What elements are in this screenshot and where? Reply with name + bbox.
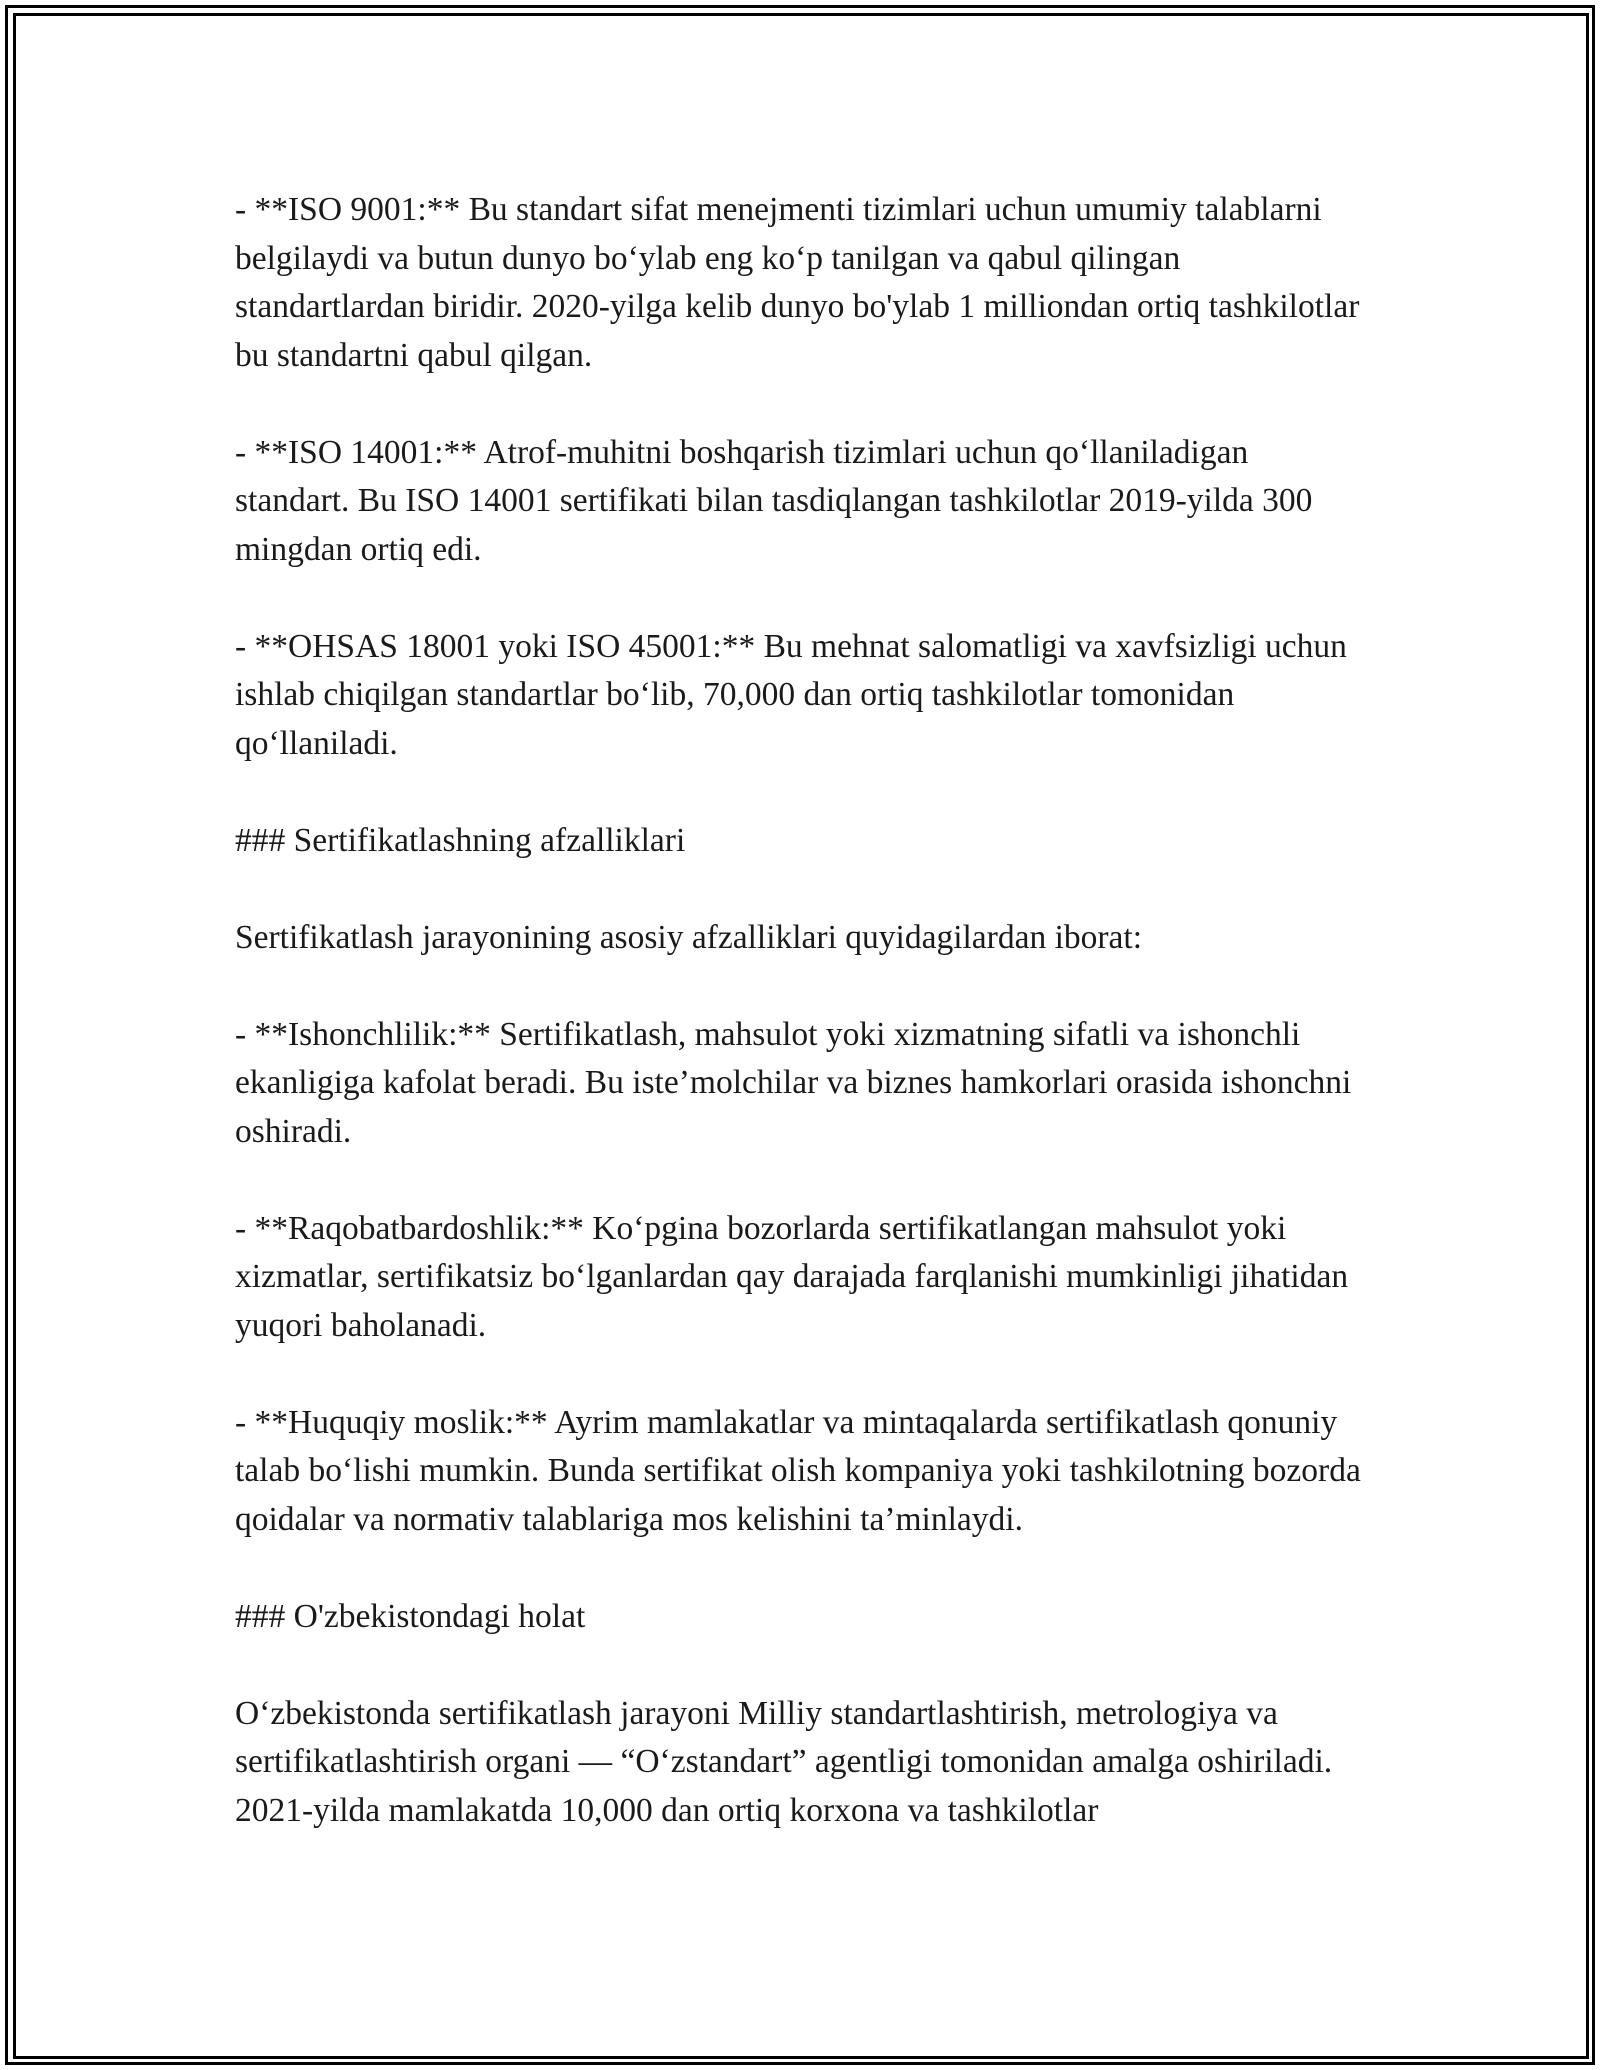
paragraph-iso-9001: - **ISO 9001:** Bu standart sifat menejmenti tizimlari uchun umumiy talablarni belgilaydi va butun dunyo bo‘ylab eng ko‘p tanilgan va qabul qilingan standartlardan biridir. 2020-yilga kelib dunyo bo'ylab 1 milliondan ortiq tashkilotlar bu standartni qabul qilgan. — [235, 191, 1360, 374]
heading-benefits: ### Sertifikatlashning afzalliklari — [235, 821, 686, 859]
paragraph-uzbekistan-status: O‘zbekistonda sertifikatlash jarayoni Milliy standartlashtirish, metrologiya va sertifikatlashtirish organi — “O‘zstandart” agentligi tomonidan amalga oshiriladi. 2021-yilda mamlakatda 10,000 dan ortiq korxona va tashkilotlar — [235, 1694, 1333, 1829]
paragraph-competitiveness: - **Raqobatbardoshlik:** Ko‘pgina bozorlarda sertifikatlangan mahsulot yoki xizmatlar, sertifikatsiz bo‘lganlardan qay darajada farqlanishi mumkinligi jihatidan yuqori baholanadi. — [235, 1209, 1349, 1344]
paragraph-legal-compliance: - **Huquqiy moslik:** Ayrim mamlakatlar va mintaqalarda sertifikatlash qonuniy talab bo‘lishi mumkin. Bunda sertifikat olish kompaniya yoki tashkilotning bozorda qoidalar va normativ talablariga mos kelishini ta’minlaydi. — [235, 1403, 1361, 1538]
heading-uzbekistan: ### O'zbekistondagi holat — [235, 1597, 586, 1635]
paragraph-benefits-intro: Sertifikatlash jarayonining asosiy afzalliklari quyidagilardan iborat: — [235, 918, 1143, 956]
paragraph-iso-14001: - **ISO 14001:** Atrof-muhitni boshqarish tizimlari uchun qo‘llaniladigan standart. Bu ISO 14001 sertifikati bilan tasdiqlangan tashkilotlar 2019-yilda 300 mingdan ortiq edi. — [235, 433, 1313, 568]
paragraph-reliability: - **Ishonchlilik:** Sertifikatlash, mahsulot yoki xizmatning sifatli va ishonchli ekanligiga kafolat beradi. Bu iste’molchilar va biznes hamkorlari orasida ishonchni oshiradi. — [235, 1015, 1352, 1150]
document-body — [235, 186, 1365, 1835]
paragraph-ohsas-18001: - **OHSAS 18001 yoki ISO 45001:** Bu mehnat salomatligi va xavfsizligi uchun ishlab chiqilgan standartlar bo‘lib, 70,000 dan ortiq tashkilotlar tomonidan qo‘llaniladi. — [235, 627, 1347, 762]
